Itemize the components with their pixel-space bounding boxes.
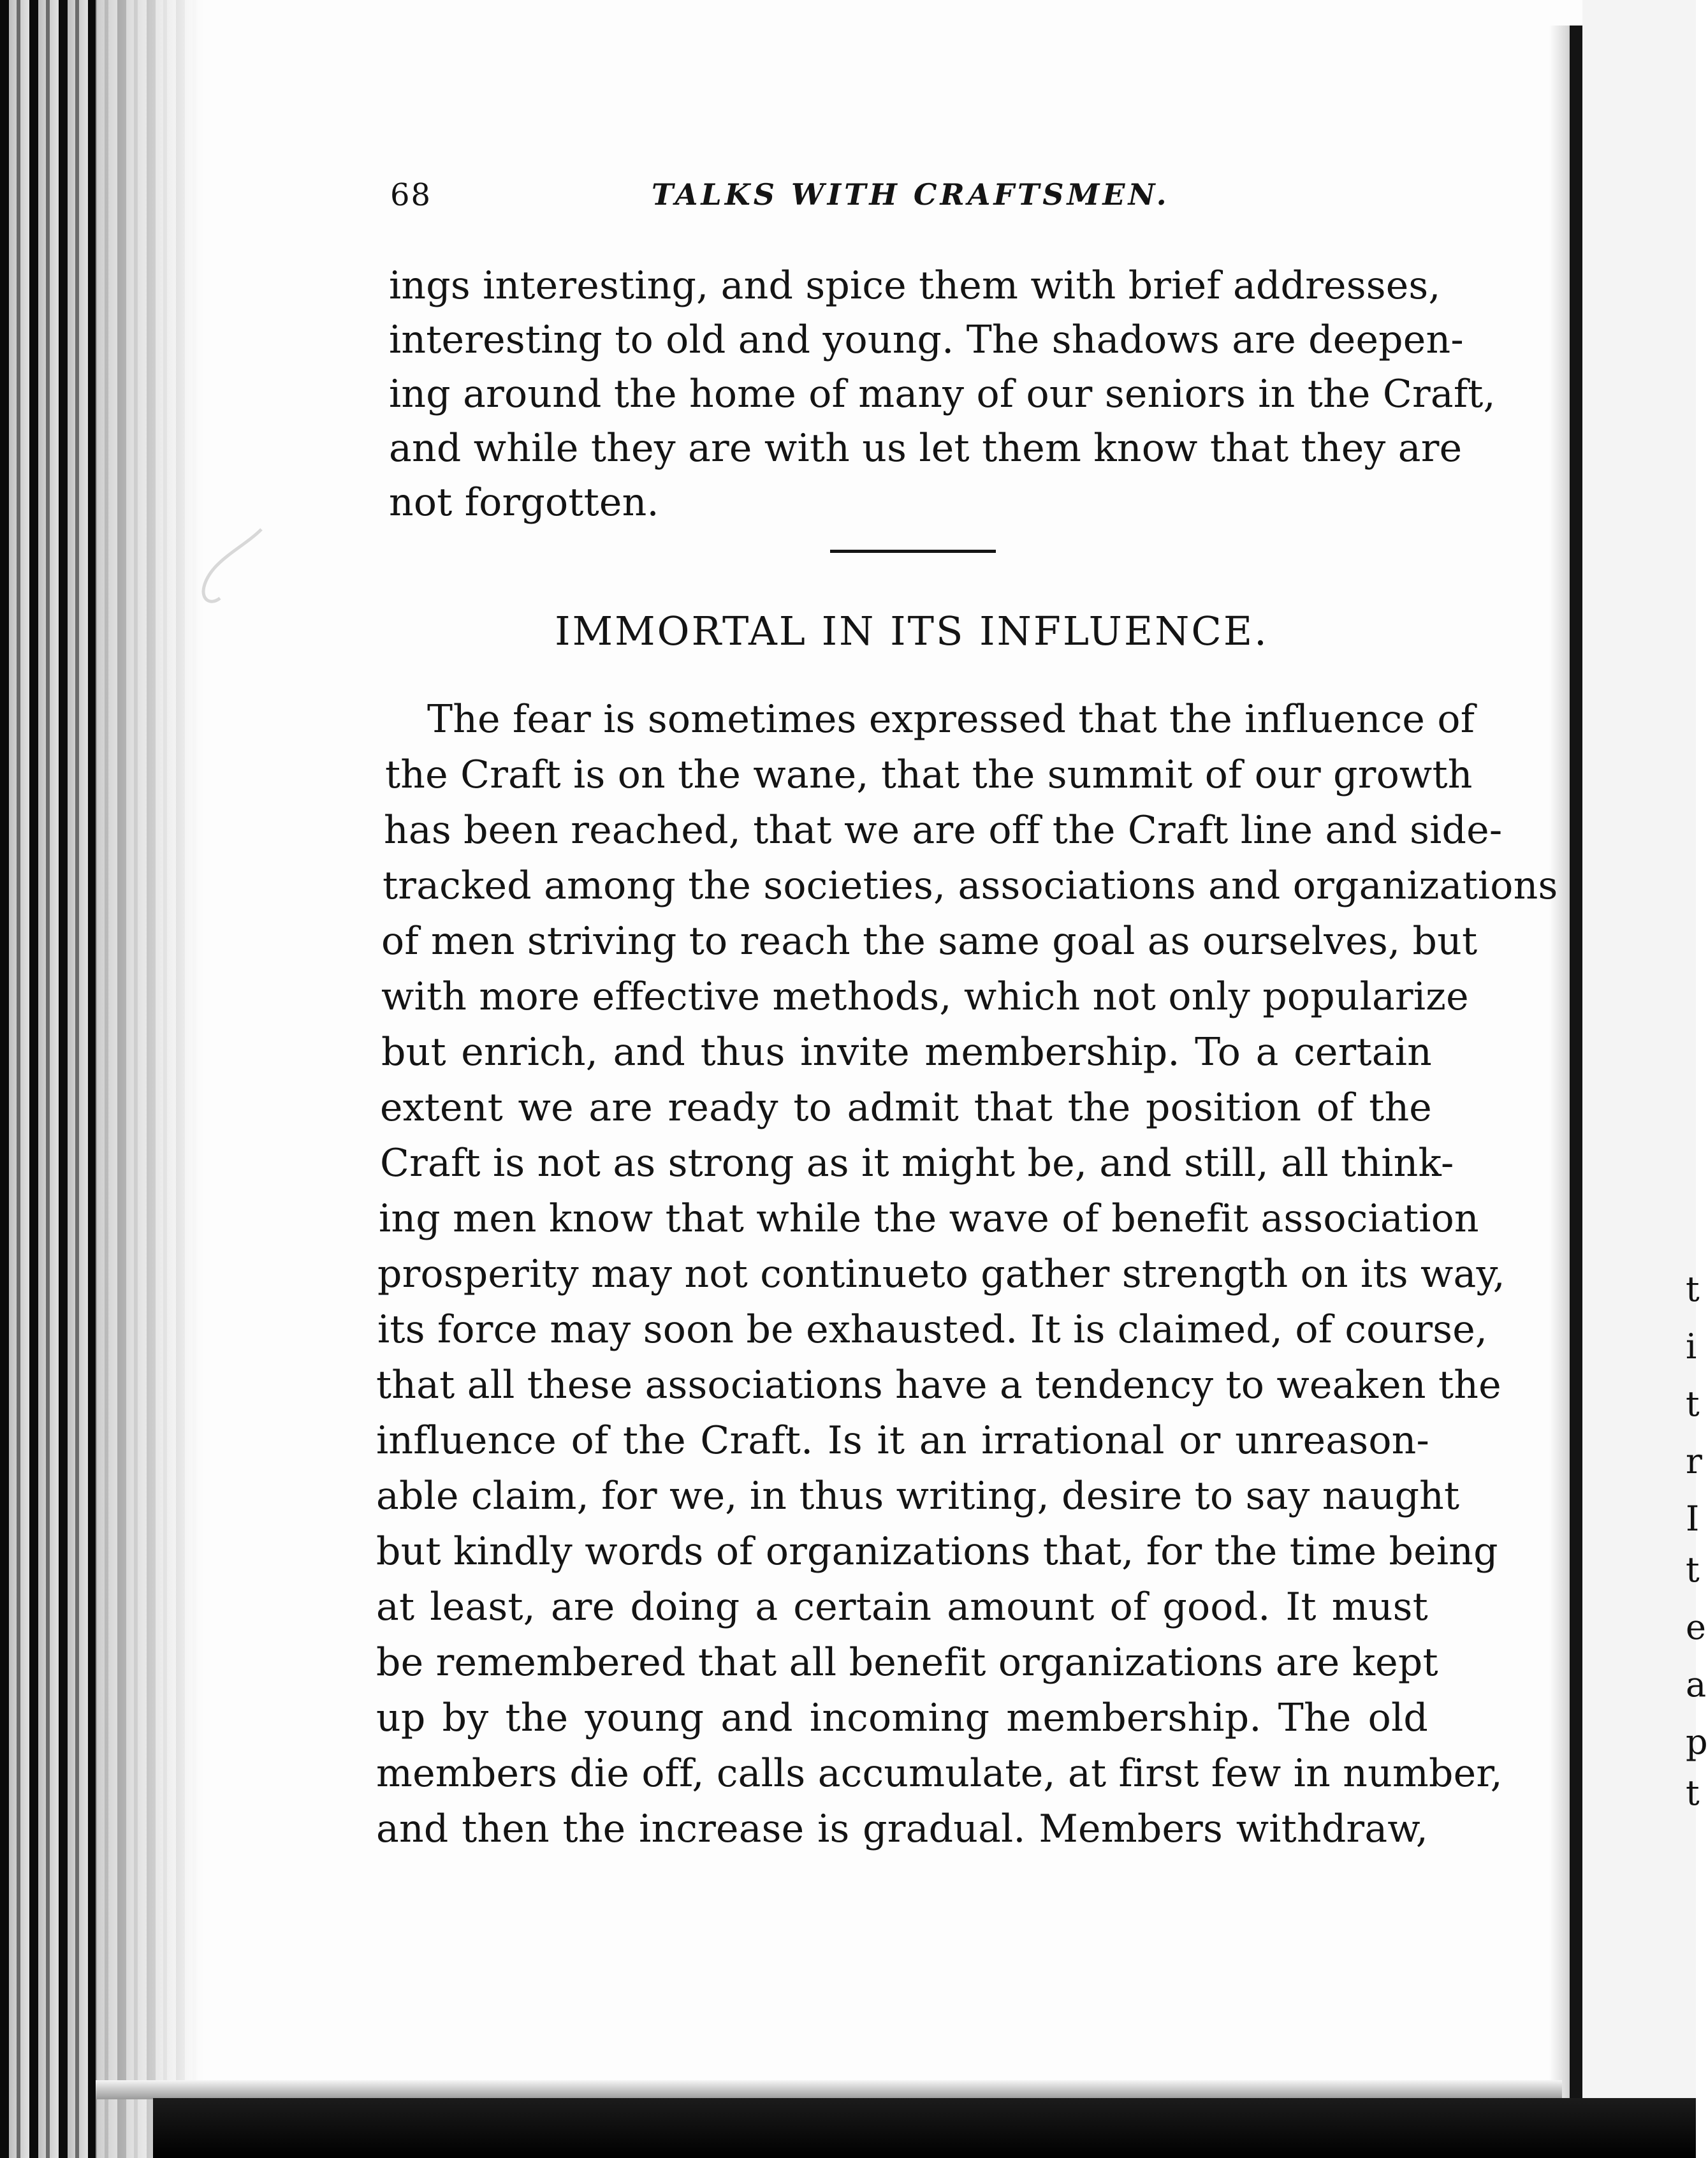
text-line: able claim, for we, in thus writing, desire to say naught: [376, 1474, 1460, 1518]
page-number: 68: [390, 177, 432, 213]
text-line: extent we are ready to admit that the position of the: [380, 1085, 1432, 1130]
text-line: ing men know that while the wave of benefit association: [379, 1196, 1479, 1241]
text-line: the Craft is on the wane, that the summit of our growth: [385, 752, 1473, 797]
text-line: and then the increase is gradual. Members withdraw,: [376, 1807, 1428, 1851]
text-line: The fear is sometimes expressed that the influence of: [427, 697, 1475, 742]
facing-fragment: I: [1686, 1499, 1700, 1539]
facing-fragment: e: [1686, 1607, 1706, 1647]
text-line: Craft is not as strong as it might be, and still, all think-: [380, 1141, 1454, 1185]
text-line: but enrich, and thus invite membership. To a certain: [381, 1030, 1432, 1075]
text-line: of men striving to reach the same goal as ourselves, but: [381, 919, 1478, 964]
facing-fragment: p: [1686, 1722, 1708, 1762]
facing-fragment: t: [1686, 1773, 1700, 1813]
section-divider: [830, 550, 996, 553]
text-line: interesting to old and young. The shadows are deepen-: [389, 318, 1464, 362]
facing-fragment: t: [1686, 1550, 1700, 1590]
facing-fragment: t: [1686, 1269, 1700, 1309]
facing-fragment: i: [1686, 1326, 1697, 1367]
text-line: its force may soon be exhausted. It is claimed, of course,: [377, 1307, 1488, 1352]
text-line: ing around the home of many of our seniors in the Craft,: [389, 372, 1496, 416]
text-line: be remembered that all benefit organizations are kept: [376, 1640, 1438, 1685]
text-line: and while they are with us let them know that they are: [389, 426, 1463, 471]
pencil-mark: [191, 523, 268, 619]
text-line: but kindly words of organizations that, for the time being: [376, 1529, 1498, 1574]
running-head: [390, 177, 1449, 222]
facing-fragment: r: [1686, 1441, 1702, 1481]
text-line: has been reached, that we are off the Craft line and side-: [384, 808, 1503, 853]
facing-fragment: a: [1686, 1664, 1707, 1705]
text-line: not forgotten.: [389, 480, 659, 525]
text-line: up by the young and incoming membership. The old: [376, 1696, 1428, 1740]
text-line: at least, are doing a certain amount of good. It must: [376, 1585, 1428, 1629]
text-line: ings interesting, and spice them with brief addresses,: [389, 263, 1441, 308]
text-line: tracked among the societies, associations and organizations: [383, 863, 1558, 908]
text-line: influence of the Craft. Is it an irrational or unreason-: [376, 1418, 1429, 1463]
text-line: that all these associations have a tendency to weaken the: [376, 1363, 1501, 1407]
facing-fragment: t: [1686, 1384, 1700, 1424]
text-line: prosperity may not continueto gather strength on its way,: [377, 1252, 1505, 1296]
text-line: members die off, calls accumulate, at first few in number,: [376, 1751, 1503, 1796]
running-title: TALKS WITH CRAFTSMEN.: [652, 177, 1170, 212]
section-heading: IMMORTAL IN ITS INFLUENCE.: [555, 608, 1269, 654]
text-line: with more effective methods, which not only popularize: [381, 974, 1469, 1019]
